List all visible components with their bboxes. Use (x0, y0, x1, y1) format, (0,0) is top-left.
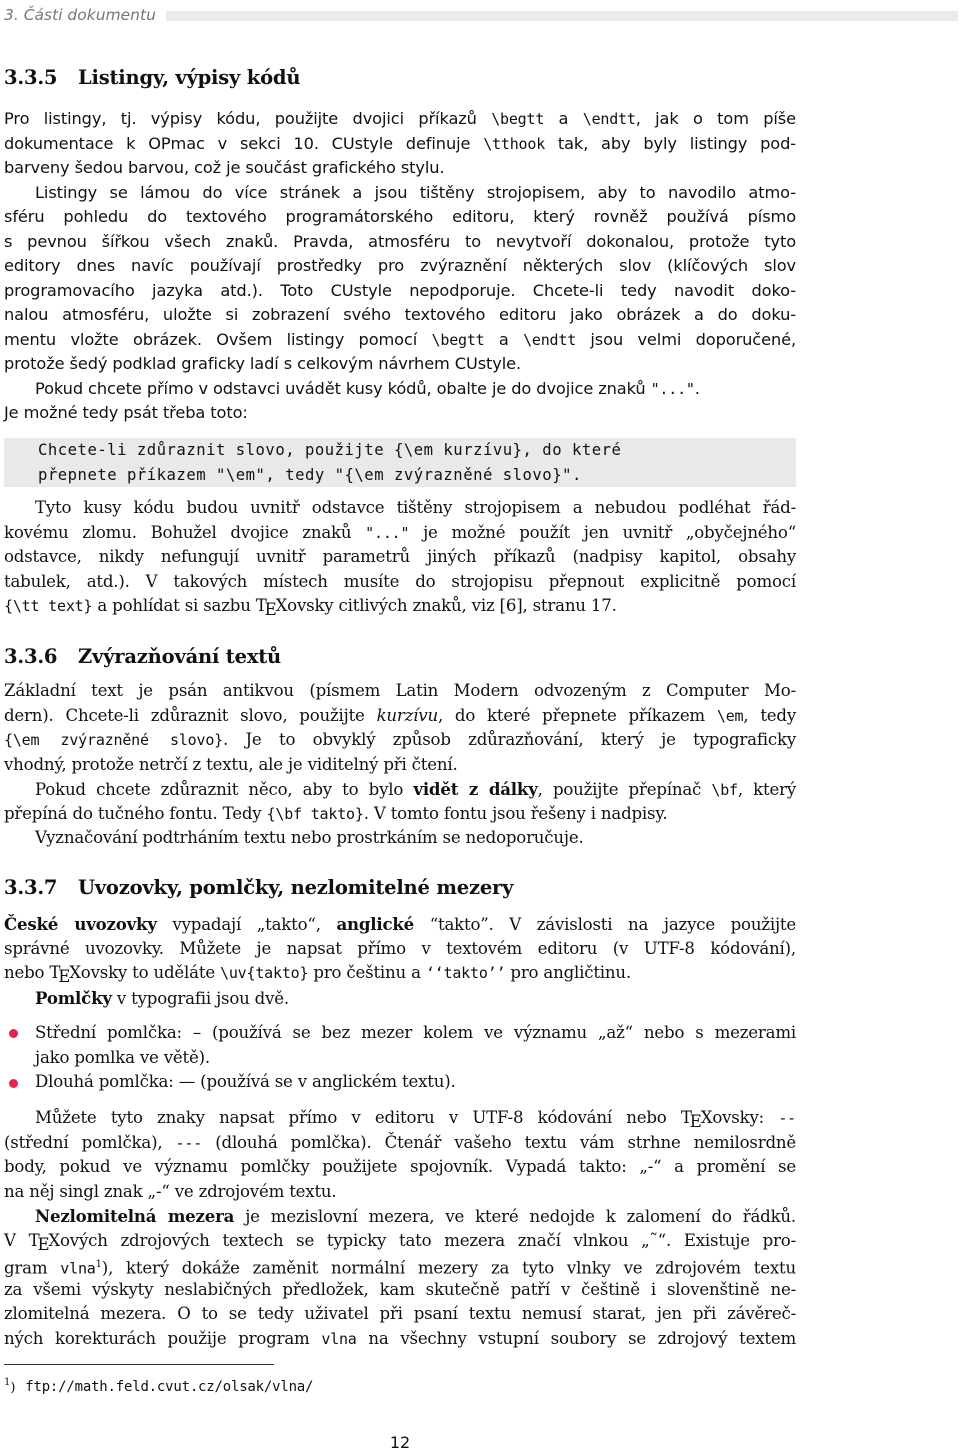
running-head (4, 4, 960, 26)
paragraph-line: správné uvozovky. Můžete je napsat přímo v textovém editoru (v UTF-8 kódování), (4, 938, 796, 958)
paragraph-line: kovému zlomu. Bohužel dvojice znaků "..." je možné použít jen uvnitř „obyčejného“ (4, 522, 796, 542)
paragraph-line: na něj singl znak „-“ ve zdrojovém textu. (4, 1181, 337, 1201)
paragraph-line: {\em zvýrazněné slovo}. Je to obvyklý způsob zdůrazňování, který je typograficky (4, 730, 796, 749)
bullet-dot (9, 1029, 18, 1038)
paragraph-line: dokumentace k OPmac v sekci 10. CUstyle definuje \tthook tak, aby byly listingy pod- (4, 133, 796, 153)
running-head-title: 3. Části dokumentu (4, 6, 166, 24)
paragraph-line: zlomitelná mezera. O to se tedy uživatel při psaní textu nemusí starat, jen při závěreč- (4, 1304, 796, 1323)
section-title: Zvýrazňování textů (78, 645, 282, 668)
paragraph-line: gram vlna$^1$), který dokáže zaměnit normální mezery za tyto vlnky ve zdrojovém textu (4, 1258, 796, 1278)
paragraph-line: sféru pohledu do textového programátorského editoru, který rovněž používá písmo (4, 207, 796, 226)
paragraph-line: přepíná do tučného fontu. Tedy {\bf takto}. V tomto fontu jsou řešeny i nadpisy. (4, 803, 668, 823)
footnote-mark: 1 (95, 1259, 102, 1270)
paragraph-line: s pevnou šířkou všech znaků. Pravda, atmosféru to nevytvoří dokonalou, protože tyto (4, 231, 796, 251)
paragraph-line: editory dnes navíc používají prostředky pro zvýraznění některých slov (klíčových slov (4, 256, 796, 275)
section-number: 3.3.5 (4, 66, 58, 89)
code-listing (4, 438, 796, 487)
paragraph-line: {\tt text} a pohlídat si sazbu TEXovsky citlivých znaků, viz [6], stranu 17. (4, 596, 617, 619)
paragraph-line: Pokud chcete přímo v odstavci uvádět kusy kódů, obalte je do dvojice znaků "...". (35, 378, 700, 398)
section-heading-3-3-7 (4, 876, 513, 899)
paragraph-line: Listingy se lámou do více stránek a jsou tištěny strojopisem, aby to navodilo atmo- (35, 182, 796, 202)
paragraph-line: V TEXových zdrojových textech se typicky tato mezera značí vlnkou „˜“. Existuje pro- (4, 1230, 796, 1254)
paragraph-line: vhodný, protože netrčí z textu, ale je viditelný při čtení. (4, 754, 458, 774)
paragraph-line: Základní text je psán antikvou (písmem Latin Modern odvozeným z Computer Mo- (4, 681, 796, 700)
section-title: Listingy, výpisy kódů (78, 66, 301, 89)
bullet-dot (9, 1079, 18, 1088)
paragraph-line: protože šedý podklad graficky ladí s celkovým návrhem CUstyle. (4, 354, 522, 373)
paragraph-line: Nezlomitelná mezera je mezislovní mezera, ve které nedojde k zalomení do řádků. (35, 1206, 796, 1226)
paragraph-line: Pokud chcete zdůraznit něco, aby to bylo vidět z dálky, použijte přepínač \bf, který (35, 779, 797, 799)
footnote-link[interactable]: ftp://math.feld.cvut.cz/olsak/vlna/ (25, 1379, 314, 1396)
paragraph-line: tabulek, atd.). V takových místech musíte do strojopisu přepnout explicitně pomocí (4, 571, 796, 591)
list-item-continuation: jako pomlka ve větě). (35, 1047, 210, 1067)
section-title: Uvozovky, pomlčky, nezlomitelné mezery (78, 876, 514, 899)
paragraph-line: Vyznačování podtrháním textu nebo prostrkáním se nedoporučuje. (35, 828, 584, 847)
paragraph-line: Můžete tyto znaky napsat přímo v editoru v UTF-8 kódování nebo TEXovsky: -- (35, 1108, 797, 1131)
paragraph-line: dern). Chcete-li zdůraznit slovo, použijte kurzívu, do které přepnete příkazem \em, tedy (4, 705, 797, 725)
page-number: 12 (389, 1433, 411, 1452)
list-item: Střední pomlčka: – (používá se bez mezer kolem ve významu „až“ nebo s mezerami (35, 1023, 796, 1042)
paragraph-line: Je možné tedy psát třeba toto: (4, 403, 248, 422)
code-line: Chcete-li zdůraznit slovo, použijte {\em kurzívu}, do které (38, 441, 622, 459)
paragraph-line: programovacího jazyka atd.). Toto CUstyle nepodporuje. Chcete-li tedy navodit doko- (4, 280, 796, 300)
paragraph-line: odstavce, nikdy nefungují uvnitř parametrů jiných příkazů (nadpisy kapitol, obsahy (4, 547, 796, 566)
code-line: přepnete příkazem "\em", tedy "{\em zvýrazněné slovo}". (38, 465, 582, 484)
section-number: 3.3.6 (4, 645, 58, 668)
paragraph-line: Tyto kusy kódu budou uvnitř odstavce tištěny strojopisem a nebudou podléhat řád- (35, 498, 796, 517)
section-number: 3.3.7 (4, 876, 58, 899)
list-item: Dlouhá pomlčka: — (používá se v anglickém textu). (35, 1072, 456, 1091)
footnote-number: 1 (4, 1377, 11, 1388)
paragraph-line: České uvozovky vypadají „takto“, anglické “takto”. V závislosti na jazyce použijte (4, 914, 797, 934)
section-heading-3-3-5 (4, 66, 300, 89)
footnote-rule (4, 1364, 274, 1365)
paragraph-line: (střední pomlčka), --- (dlouhá pomlčka). Čtenář vašeho textu vám strhne nemilosrdně (4, 1132, 796, 1152)
footnote: $^1$) ftp://math.feld.cvut.cz/olsak/vlna/ (4, 1377, 314, 1396)
paragraph-line: ných korekturách použije program vlna na všechny vstupní soubory se zdrojový textem (4, 1328, 796, 1348)
paragraph-line: mentu vložte obrázek. Ovšem listingy pomocí \begtt a \endtt jsou velmi doporučené, (4, 329, 797, 349)
paragraph-line: body, pokud ve významu pomlčky použijete spojovník. Vypadá takto: „-“ a promění se (4, 1157, 796, 1176)
paragraph-line: Pomlčky v typografii jsou dvě. (35, 987, 289, 1008)
paragraph-line: za všemi výskyty neslabičných předložek, kam skutečně patří v češtině i slovenštině ne- (4, 1279, 796, 1299)
paragraph-line: Pro listingy, tj. výpisy kódu, použijte dvojici příkazů \begtt a \endtt, jak o tom píše (4, 109, 796, 128)
paragraph-line: nebo TEXovsky to uděláte \uv{takto} pro češtinu a ‘‘takto’’ pro angličtinu. (4, 963, 631, 986)
section-heading-3-3-6 (4, 645, 281, 668)
paragraph-line: nalou atmosféru, uložte si zobrazení svého textového editoru jako obrázek a do doku- (4, 305, 796, 324)
paragraph-line: barveny šedou barvou, což je součást grafického stylu. (4, 158, 445, 177)
